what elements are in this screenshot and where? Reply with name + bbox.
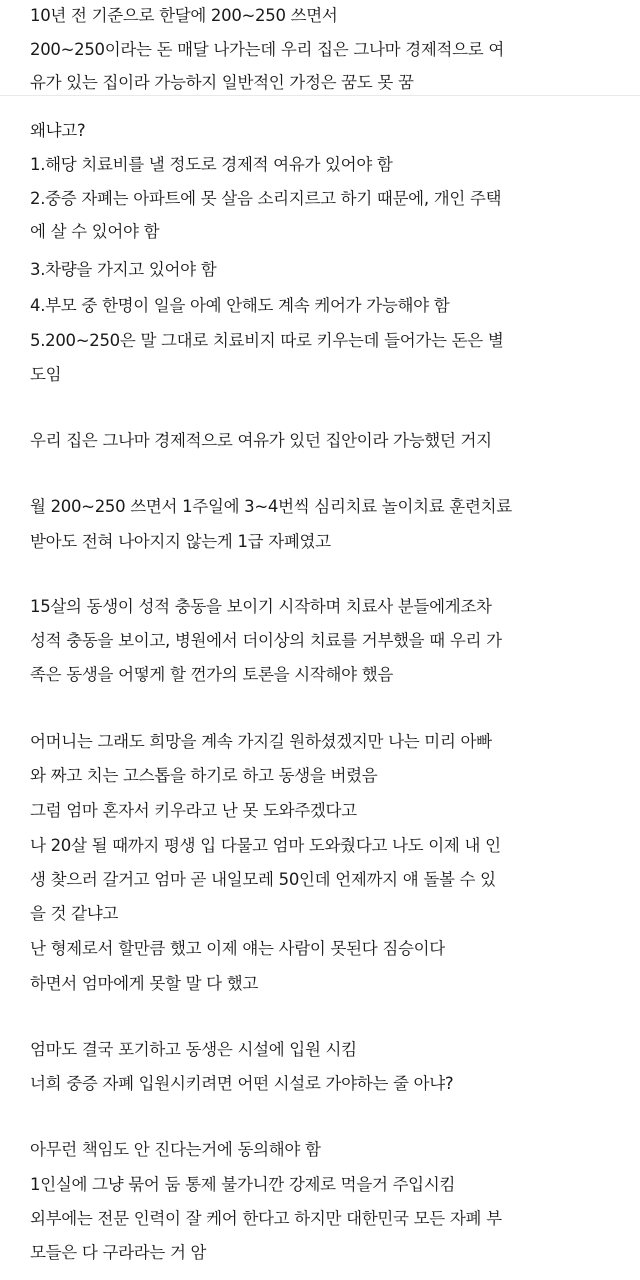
text-line-19: 와 짜고 치는 고스톱을 하기로 하고 동생을 버렸음 — [30, 766, 378, 785]
image-seam-divider — [0, 95, 640, 96]
text-line-14: 받아도 전혀 나아지지 않는게 1급 자폐였고 — [30, 532, 331, 551]
text-line-11: 도임 — [30, 365, 62, 384]
text-line-8: 3.차량을 가지고 있어야 함 — [30, 260, 217, 279]
text-line-31: 모들은 다 구라라는 거 암 — [30, 1243, 207, 1262]
text-line-9: 4.부모 중 한명이 일을 아예 안해도 계속 케어가 가능해야 함 — [30, 296, 450, 315]
text-line-10: 5.200~250은 말 그대로 치료비지 따로 키우는데 들어가는 돈은 별 — [30, 331, 504, 350]
text-line-12: 우리 집은 그나마 경제적으로 여유가 있던 집안이라 가능했던 거지 — [30, 431, 492, 450]
text-line-6: 2.중증 자폐는 아파트에 못 살음 소리지르고 하기 때문에, 개인 주택 — [30, 189, 502, 208]
text-line-30: 외부에는 전문 인력이 잘 케어 한다고 하지만 대한민국 모든 자폐 부 — [30, 1209, 502, 1228]
text-line-2: 200~250이라는 돈 매달 나가는데 우리 집은 그나마 경제적으로 여 — [30, 40, 504, 59]
text-line-24: 난 형제로서 할만큼 했고 이제 얘는 사람이 못된다 짐승이다 — [30, 939, 445, 958]
text-line-20: 그럼 엄마 혼자서 키우라고 난 못 도와주겠다고 — [30, 801, 357, 820]
text-line-3: 유가 있는 집이라 가능하지 일반적인 가정은 꿈도 못 꿈 — [30, 73, 414, 92]
text-line-13: 월 200~250 쓰면서 1주일에 3~4번씩 심리치료 놀이치료 훈련치료 — [30, 497, 512, 516]
text-line-4: 왜냐고? — [30, 121, 86, 140]
text-line-15: 15살의 동생이 성적 충동을 보이기 시작하며 치료사 분들에게조차 — [30, 597, 492, 616]
text-line-7: 에 살 수 있어야 함 — [30, 222, 160, 241]
text-line-18: 어머니는 그래도 희망을 계속 가지길 원하셨겠지만 나는 미리 아빠 — [30, 732, 492, 751]
text-line-27: 너희 중증 자폐 입원시키려면 어떤 시설로 가야하는 줄 아냐? — [30, 1074, 454, 1093]
text-line-23: 을 것 같냐고 — [30, 904, 119, 923]
text-line-25: 하면서 엄마에게 못할 말 다 했고 — [30, 974, 259, 993]
text-line-17: 족은 동생을 어떻게 할 껀가의 토론을 시작해야 했음 — [30, 665, 394, 684]
text-line-5: 1.해당 치료비를 낼 정도로 경제적 여유가 있어야 함 — [30, 155, 393, 174]
text-line-29: 1인실에 그냥 묶어 둠 통제 불가니깐 강제로 먹을거 주입시킴 — [30, 1175, 456, 1194]
text-line-21: 나 20살 될 때까지 평생 입 다물고 엄마 도와줬다고 나도 이제 내 인 — [30, 836, 501, 855]
text-line-16: 성적 충동을 보이고, 병원에서 더이상의 치료를 거부했을 때 우리 가 — [30, 631, 502, 650]
text-line-1: 10년 전 기준으로 한달에 200~250 쓰면서 — [30, 6, 338, 25]
text-line-22: 생 찾으러 갈거고 엄마 곧 내일모레 50인데 언제까지 얘 돌볼 수 있 — [30, 870, 496, 889]
text-line-28: 아무런 책임도 안 진다는거에 동의해야 함 — [30, 1140, 321, 1159]
text-line-26: 엄마도 결국 포기하고 동생은 시설에 입원 시킴 — [30, 1040, 357, 1059]
